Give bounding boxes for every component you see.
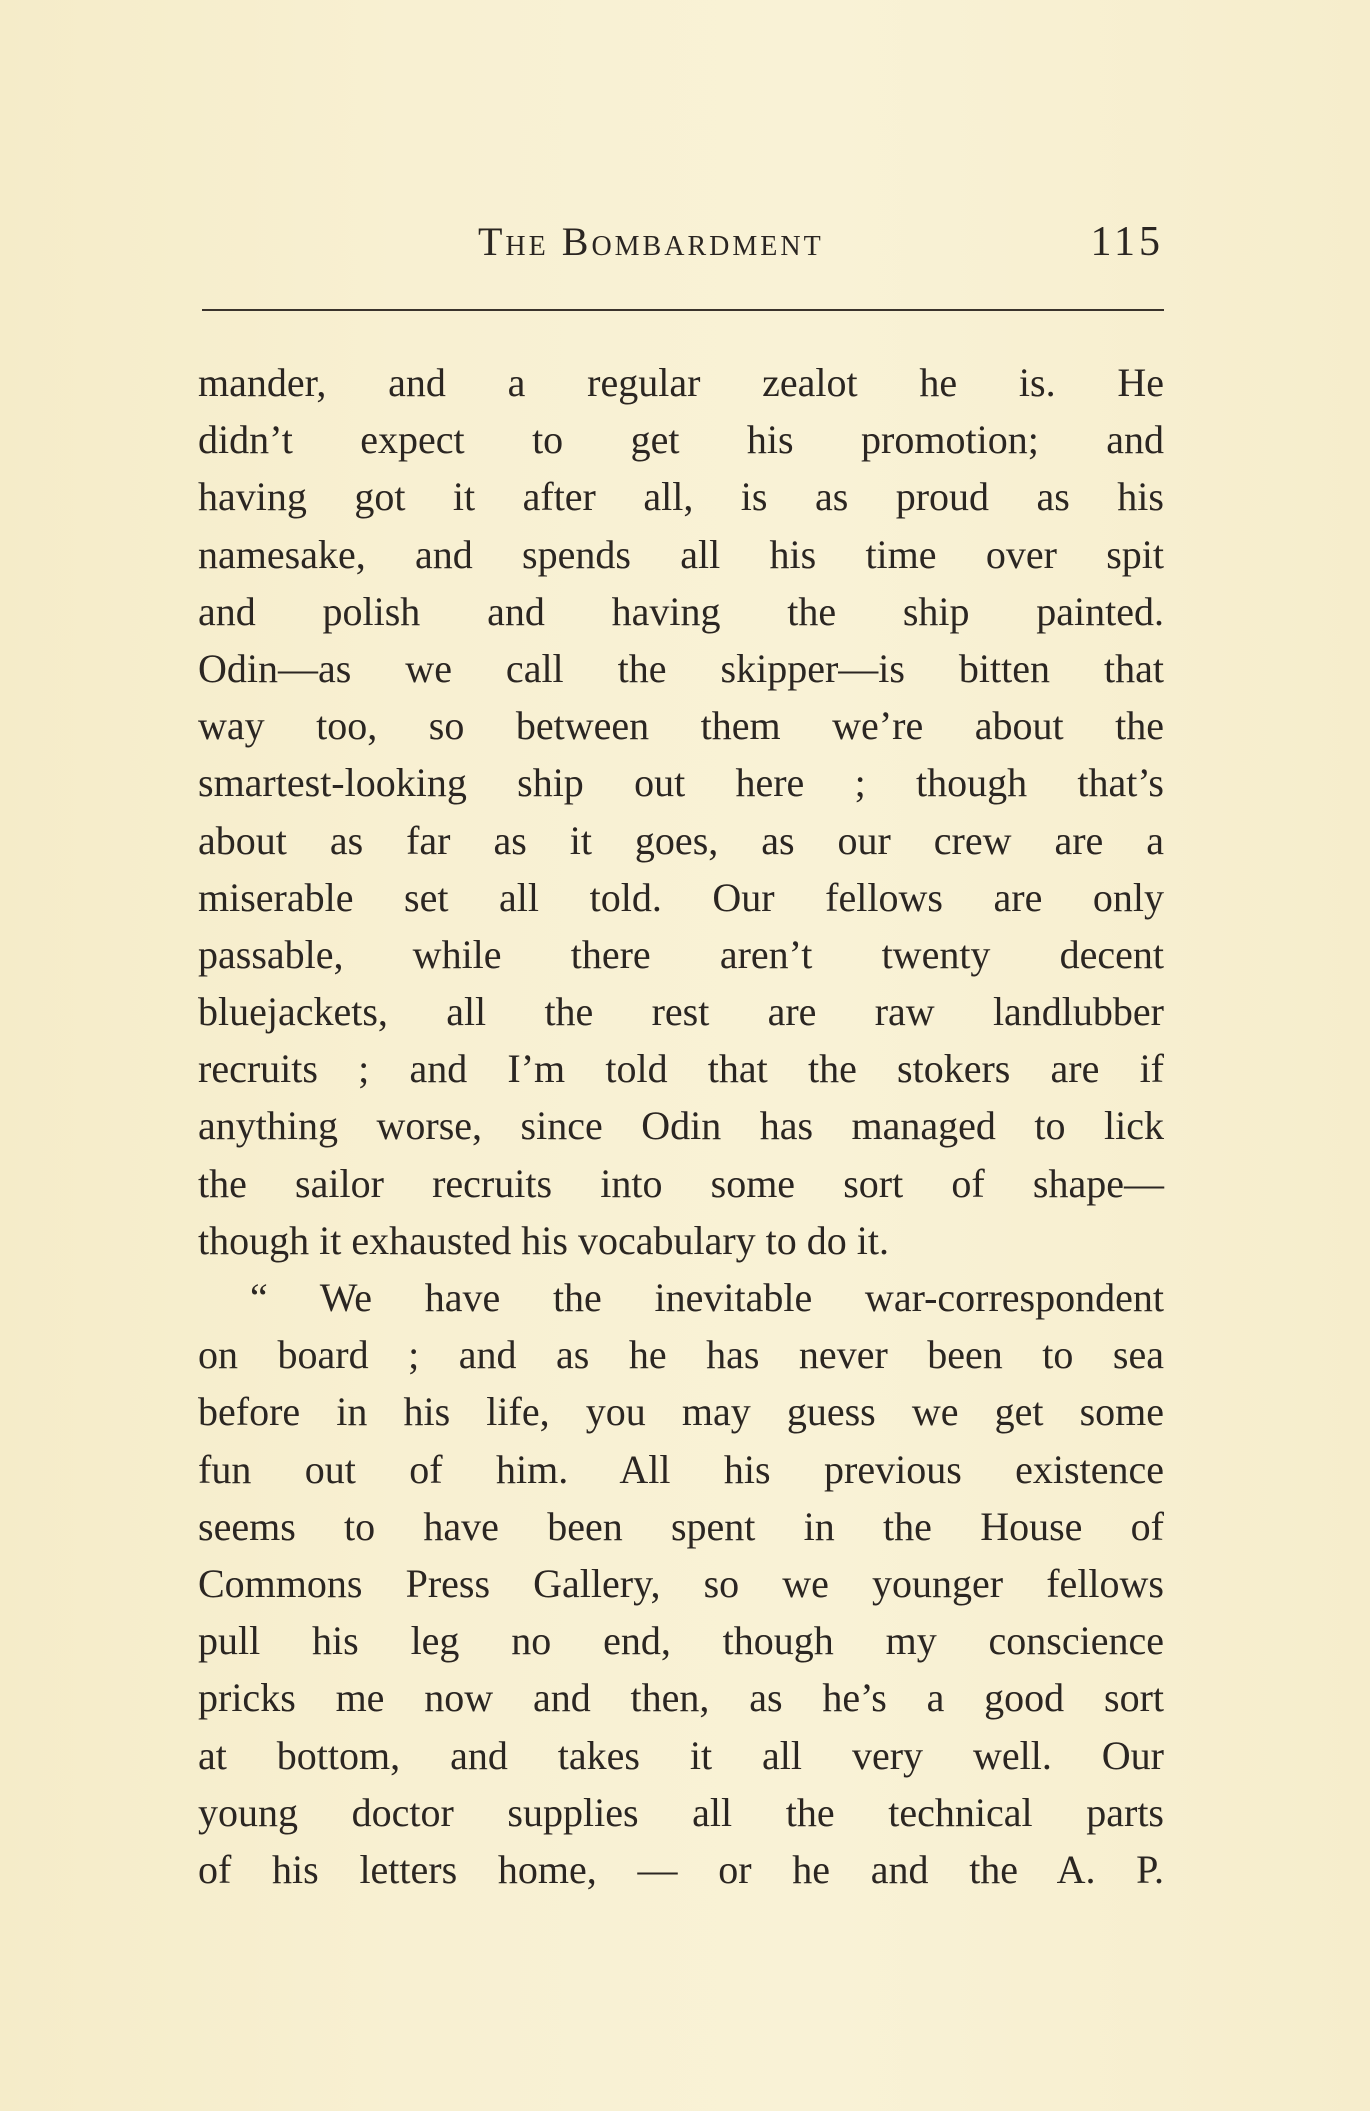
text-line: the sailor recruits into some sort of shape—: [198, 1160, 1164, 1206]
running-head: [198, 212, 1164, 272]
text-line: didn’t expect to get his promotion; and: [198, 417, 1164, 463]
text-line: namesake, and spends all his time over spit: [198, 531, 1164, 577]
header-rule: [202, 309, 1164, 311]
text-line: Commons Press Gallery, so we younger fellows: [198, 1560, 1164, 1606]
text-line: before in his life, you may guess we get some: [198, 1389, 1164, 1435]
text-line: young doctor supplies all the technical parts: [198, 1789, 1164, 1835]
text-line: way too, so between them we’re about the: [198, 703, 1164, 749]
paragraph-end-line: though it exhausted his vocabulary to do it.: [198, 1217, 889, 1263]
text-line: mander, and a regular zealot he is. He: [198, 360, 1164, 405]
text-line: at bottom, and takes it all very well. Our: [198, 1732, 1164, 1778]
body-text: [198, 354, 1164, 1898]
running-title: The Bombardment: [478, 219, 824, 264]
text-line: passable, while there aren’t twenty decent: [198, 931, 1164, 977]
paragraph-start-line: “ We have the inevitable war-correspondent: [250, 1275, 1164, 1320]
text-line: Odin—as we call the skipper—is bitten that: [198, 645, 1164, 691]
text-line: pricks me now and then, as he’s a good sort: [198, 1675, 1164, 1721]
page-number: 115: [1090, 219, 1164, 265]
text-line: bluejackets, all the rest are raw landlubber: [198, 989, 1164, 1035]
text-line: seems to have been spent in the House of: [198, 1503, 1164, 1549]
text-line: pull his leg no end, though my conscience: [198, 1618, 1164, 1664]
text-line: and polish and having the ship painted.: [198, 588, 1164, 634]
text-line: having got it after all, is as proud as his: [198, 474, 1164, 520]
text-line: smartest-looking ship out here ; though that’s: [198, 760, 1164, 806]
text-line: anything worse, since Odin has managed to lick: [198, 1103, 1164, 1149]
text-line: on board ; and as he has never been to sea: [198, 1332, 1164, 1378]
text-line: about as far as it goes, as our crew are a: [198, 817, 1164, 863]
text-line: fun out of him. All his previous existence: [198, 1446, 1164, 1492]
text-line: miserable set all told. Our fellows are only: [198, 874, 1164, 920]
text-line: of his letters home, — or he and the A. P.: [198, 1846, 1164, 1892]
text-line: recruits ; and I’m told that the stokers are if: [198, 1046, 1164, 1092]
